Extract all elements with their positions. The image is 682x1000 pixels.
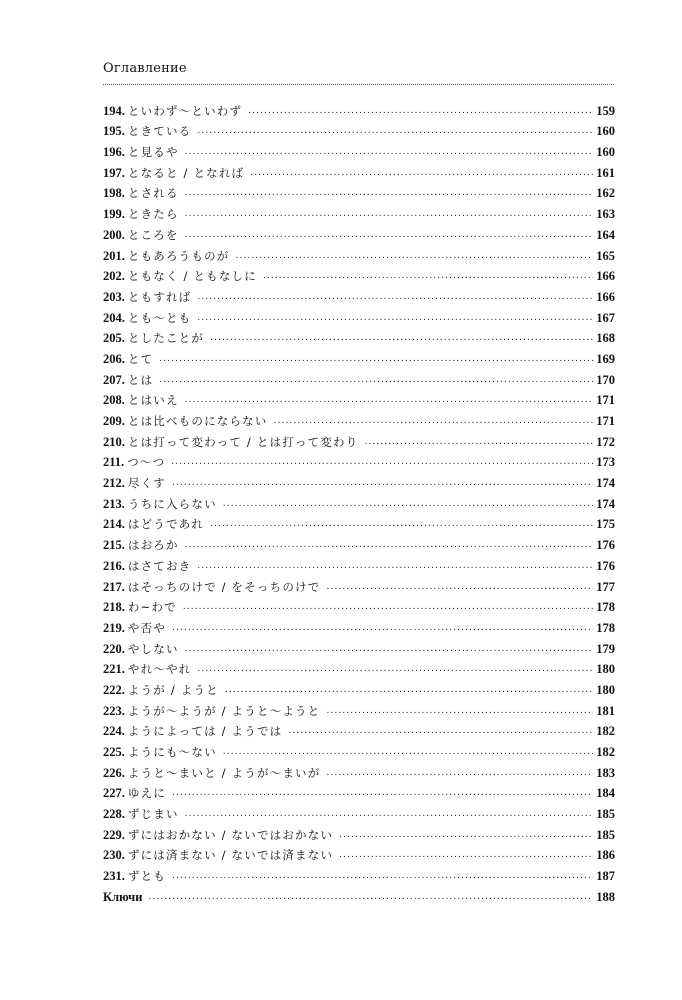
entry-title: とは — [127, 372, 154, 387]
entry-number: 197. — [103, 165, 125, 180]
page-number: 169 — [596, 351, 615, 366]
toc-entry[interactable] — [103, 159, 615, 180]
entry-number: 204. — [103, 310, 125, 325]
dot-leader — [210, 333, 593, 345]
entry-title: ずじまい — [127, 807, 179, 822]
entry-title: ようと～まいと / ようが～まいが — [127, 765, 321, 780]
entry-title: ようが / ようと — [127, 682, 219, 697]
entry-number: 214. — [103, 517, 125, 532]
toc-entry[interactable] — [103, 821, 615, 842]
page-number: 162 — [596, 186, 615, 201]
page-number: 178 — [596, 600, 615, 615]
toc-entry[interactable] — [103, 118, 615, 139]
entry-title: ずにはおかない / ないではおかない — [127, 827, 334, 842]
entry-number: 215. — [103, 538, 125, 553]
entry-number: 199. — [103, 207, 125, 222]
page-number: 171 — [596, 414, 615, 428]
dot-leader — [210, 519, 593, 531]
toc-entry[interactable] — [103, 345, 615, 366]
toc-entry[interactable] — [103, 387, 615, 408]
page-number: 183 — [596, 765, 615, 780]
entry-title: やしない — [127, 641, 179, 656]
toc-entry[interactable] — [103, 97, 615, 118]
toc-entry[interactable] — [103, 366, 615, 387]
page-number: 164 — [596, 227, 615, 242]
toc-entry[interactable] — [103, 428, 615, 449]
entry-number: 217. — [103, 579, 125, 594]
dot-leader — [159, 354, 593, 366]
entry-number: 230. — [103, 848, 125, 863]
entry-title: ところを — [127, 227, 179, 242]
entry-title: はさておき — [127, 558, 192, 573]
page-number: 174 — [596, 476, 615, 491]
entry-title: とも～とも — [127, 310, 192, 325]
dot-leader — [197, 126, 593, 138]
dot-leader — [185, 188, 594, 200]
entry-number: 219. — [103, 620, 125, 635]
table-of-contents — [103, 97, 615, 904]
toc-entry[interactable] — [103, 738, 615, 759]
keys-label: Ключи — [103, 889, 143, 904]
toc-entry[interactable] — [103, 200, 615, 221]
page-number: 171 — [596, 393, 615, 408]
toc-entry[interactable] — [103, 594, 615, 615]
entry-title: わ~わで — [127, 600, 177, 615]
toc-entry[interactable] — [103, 718, 615, 739]
dot-leader — [183, 602, 593, 614]
dot-leader — [185, 395, 594, 407]
toc-entry[interactable] — [103, 304, 615, 325]
entry-title: とは打って変わって / とは打って変わり — [127, 434, 359, 449]
page-number: 181 — [596, 703, 615, 718]
entry-number: 201. — [103, 248, 125, 263]
dot-leader — [185, 147, 594, 159]
entry-number: 225. — [103, 745, 125, 759]
toc-entry[interactable] — [103, 800, 615, 821]
page-number: 166 — [596, 269, 615, 284]
toc-entry[interactable] — [103, 759, 615, 780]
entry-title: とて — [127, 351, 154, 366]
entry-number: 223. — [103, 703, 125, 718]
page-number: 165 — [596, 248, 615, 263]
page-number: 170 — [596, 372, 615, 387]
entry-title: はそっちのけで / をそっちのけで — [127, 579, 321, 594]
page-number: 186 — [596, 848, 615, 863]
page-number: 182 — [596, 745, 615, 759]
entry-title: うちに入らない — [127, 496, 217, 511]
page-number: 182 — [596, 724, 615, 739]
entry-title: はどうであれ — [127, 517, 205, 532]
dot-leader — [225, 685, 593, 697]
page-number: 174 — [596, 496, 615, 511]
entry-title: ともなく / ともなしに — [127, 269, 257, 284]
entry-number: 218. — [103, 600, 125, 615]
entry-number: 212. — [103, 476, 125, 491]
page-number: 175 — [596, 517, 615, 532]
entry-number: 207. — [103, 372, 125, 387]
page-number: 178 — [596, 620, 615, 635]
page-number: 185 — [596, 827, 615, 842]
dot-leader — [288, 726, 593, 738]
entry-title: とされる — [127, 186, 179, 201]
page-number: 176 — [596, 558, 615, 573]
entry-number: 196. — [103, 145, 125, 160]
entry-number: 228. — [103, 807, 125, 822]
dot-leader — [235, 251, 593, 263]
entry-title: となると / となれば — [127, 165, 245, 180]
header-dotted-rule — [103, 84, 614, 85]
entry-number: 194. — [103, 103, 125, 118]
toc-entry[interactable] — [103, 656, 615, 677]
entry-title: ようが～ようが / ようと～ようと — [127, 703, 321, 718]
entry-title: ゆえに — [127, 786, 166, 801]
toc-entry[interactable] — [103, 842, 615, 863]
dot-leader — [223, 747, 593, 759]
entry-number: 227. — [103, 786, 125, 801]
page-number: 187 — [596, 869, 615, 884]
toc-entry[interactable] — [103, 283, 615, 304]
entry-number: 203. — [103, 289, 125, 304]
entry-title: ときたら — [127, 207, 179, 222]
dot-leader — [185, 809, 594, 821]
toc-entry[interactable] — [103, 573, 615, 594]
entry-number: 202. — [103, 269, 125, 284]
page-number: 180 — [596, 662, 615, 677]
toc-entry[interactable] — [103, 263, 615, 284]
page-number: 177 — [596, 579, 615, 594]
entry-title: や否や — [127, 620, 166, 635]
entry-title: はおろか — [127, 538, 179, 553]
dot-leader — [171, 457, 593, 469]
entry-number: 222. — [103, 682, 125, 697]
entry-title: といわず～といわず — [127, 103, 243, 118]
entry-title: 尽くす — [127, 476, 166, 491]
toc-entry[interactable] — [103, 676, 615, 697]
entry-title: ずとも — [127, 869, 166, 884]
toc-entry[interactable] — [103, 407, 615, 428]
dot-leader — [197, 561, 593, 573]
page-number: 166 — [596, 289, 615, 304]
page-number: 163 — [596, 207, 615, 222]
dot-leader — [185, 230, 594, 242]
entry-title: ようにも～ない — [127, 745, 217, 759]
entry-title: ともあろうものが — [127, 248, 230, 263]
toc-entry[interactable] — [103, 531, 615, 552]
page-number: 188 — [596, 889, 615, 904]
page-number: 159 — [596, 103, 615, 118]
dot-leader — [326, 768, 593, 780]
dot-leader — [250, 168, 593, 180]
entry-number: 226. — [103, 765, 125, 780]
page-number: 167 — [596, 310, 615, 325]
toc-entry-keys[interactable] — [103, 883, 615, 904]
page-number: 168 — [596, 331, 615, 346]
page-number: 185 — [596, 807, 615, 822]
page-number: 160 — [596, 124, 615, 139]
toc-entry[interactable] — [103, 242, 615, 263]
dot-leader — [185, 540, 594, 552]
entry-title: としたことが — [127, 331, 205, 346]
dot-leader — [223, 499, 593, 511]
page-number: 161 — [596, 165, 615, 180]
entry-number: 209. — [103, 414, 125, 428]
page-number: 184 — [596, 786, 615, 801]
entry-number: 198. — [103, 186, 125, 201]
entry-title: ようによっては / ようでは — [127, 724, 283, 739]
page-title: Оглавление — [103, 61, 187, 76]
dot-leader — [197, 664, 593, 676]
page-number: 176 — [596, 538, 615, 553]
entry-number: 208. — [103, 393, 125, 408]
toc-entry[interactable] — [103, 862, 615, 883]
page-number: 179 — [596, 641, 615, 656]
toc-entry[interactable] — [103, 697, 615, 718]
page-number: 173 — [596, 455, 615, 470]
entry-title: ときている — [127, 124, 192, 139]
toc-entry[interactable] — [103, 552, 615, 573]
entry-number: 211. — [103, 455, 125, 470]
dot-leader — [197, 313, 593, 325]
entry-title: やれ～やれ — [127, 662, 192, 677]
entry-number: 220. — [103, 641, 125, 656]
dot-leader — [326, 706, 593, 718]
page-number: 180 — [596, 682, 615, 697]
entry-title: ともすれば — [127, 289, 192, 304]
dot-leader — [197, 292, 593, 304]
toc-entry[interactable] — [103, 138, 615, 159]
dot-leader — [326, 582, 593, 594]
entry-title: ずには済まない / ないでは済まない — [127, 848, 334, 863]
dot-leader — [172, 788, 593, 800]
dot-leader — [263, 271, 593, 283]
dot-leader — [248, 106, 593, 118]
entry-number: 195. — [103, 124, 125, 139]
toc-entry[interactable] — [103, 780, 615, 801]
dot-leader — [185, 644, 594, 656]
dot-leader — [185, 209, 594, 221]
entry-number: 206. — [103, 351, 125, 366]
entry-number: 221. — [103, 662, 125, 677]
dot-leader — [159, 375, 593, 387]
entry-title: とはいえ — [127, 393, 179, 408]
entry-number: 200. — [103, 227, 125, 242]
dot-leader — [148, 892, 593, 904]
dot-leader — [339, 830, 593, 842]
toc-entry[interactable] — [103, 511, 615, 532]
toc-entry[interactable] — [103, 469, 615, 490]
dot-leader — [172, 478, 593, 490]
toc-entry[interactable] — [103, 449, 615, 470]
toc-entry[interactable] — [103, 490, 615, 511]
entry-number: 216. — [103, 558, 125, 573]
entry-title: つ～つ — [127, 455, 166, 470]
toc-entry[interactable] — [103, 180, 615, 201]
entry-number: 229. — [103, 827, 125, 842]
dot-leader — [274, 416, 594, 428]
entry-number: 224. — [103, 724, 125, 739]
page-number: 172 — [596, 434, 615, 449]
dot-leader — [364, 437, 593, 449]
page-number: 160 — [596, 145, 615, 160]
toc-entry[interactable] — [103, 614, 615, 635]
dot-leader — [339, 850, 593, 862]
toc-entry[interactable] — [103, 635, 615, 656]
dot-leader — [172, 623, 593, 635]
entry-title: と見るや — [127, 145, 179, 160]
toc-entry[interactable] — [103, 325, 615, 346]
entry-number: 231. — [103, 869, 125, 884]
toc-entry[interactable] — [103, 221, 615, 242]
entry-title: とは比べものにならない — [127, 414, 268, 428]
entry-number: 213. — [103, 496, 125, 511]
entry-number: 205. — [103, 331, 125, 346]
dot-leader — [172, 871, 593, 883]
entry-number: 210. — [103, 434, 125, 449]
